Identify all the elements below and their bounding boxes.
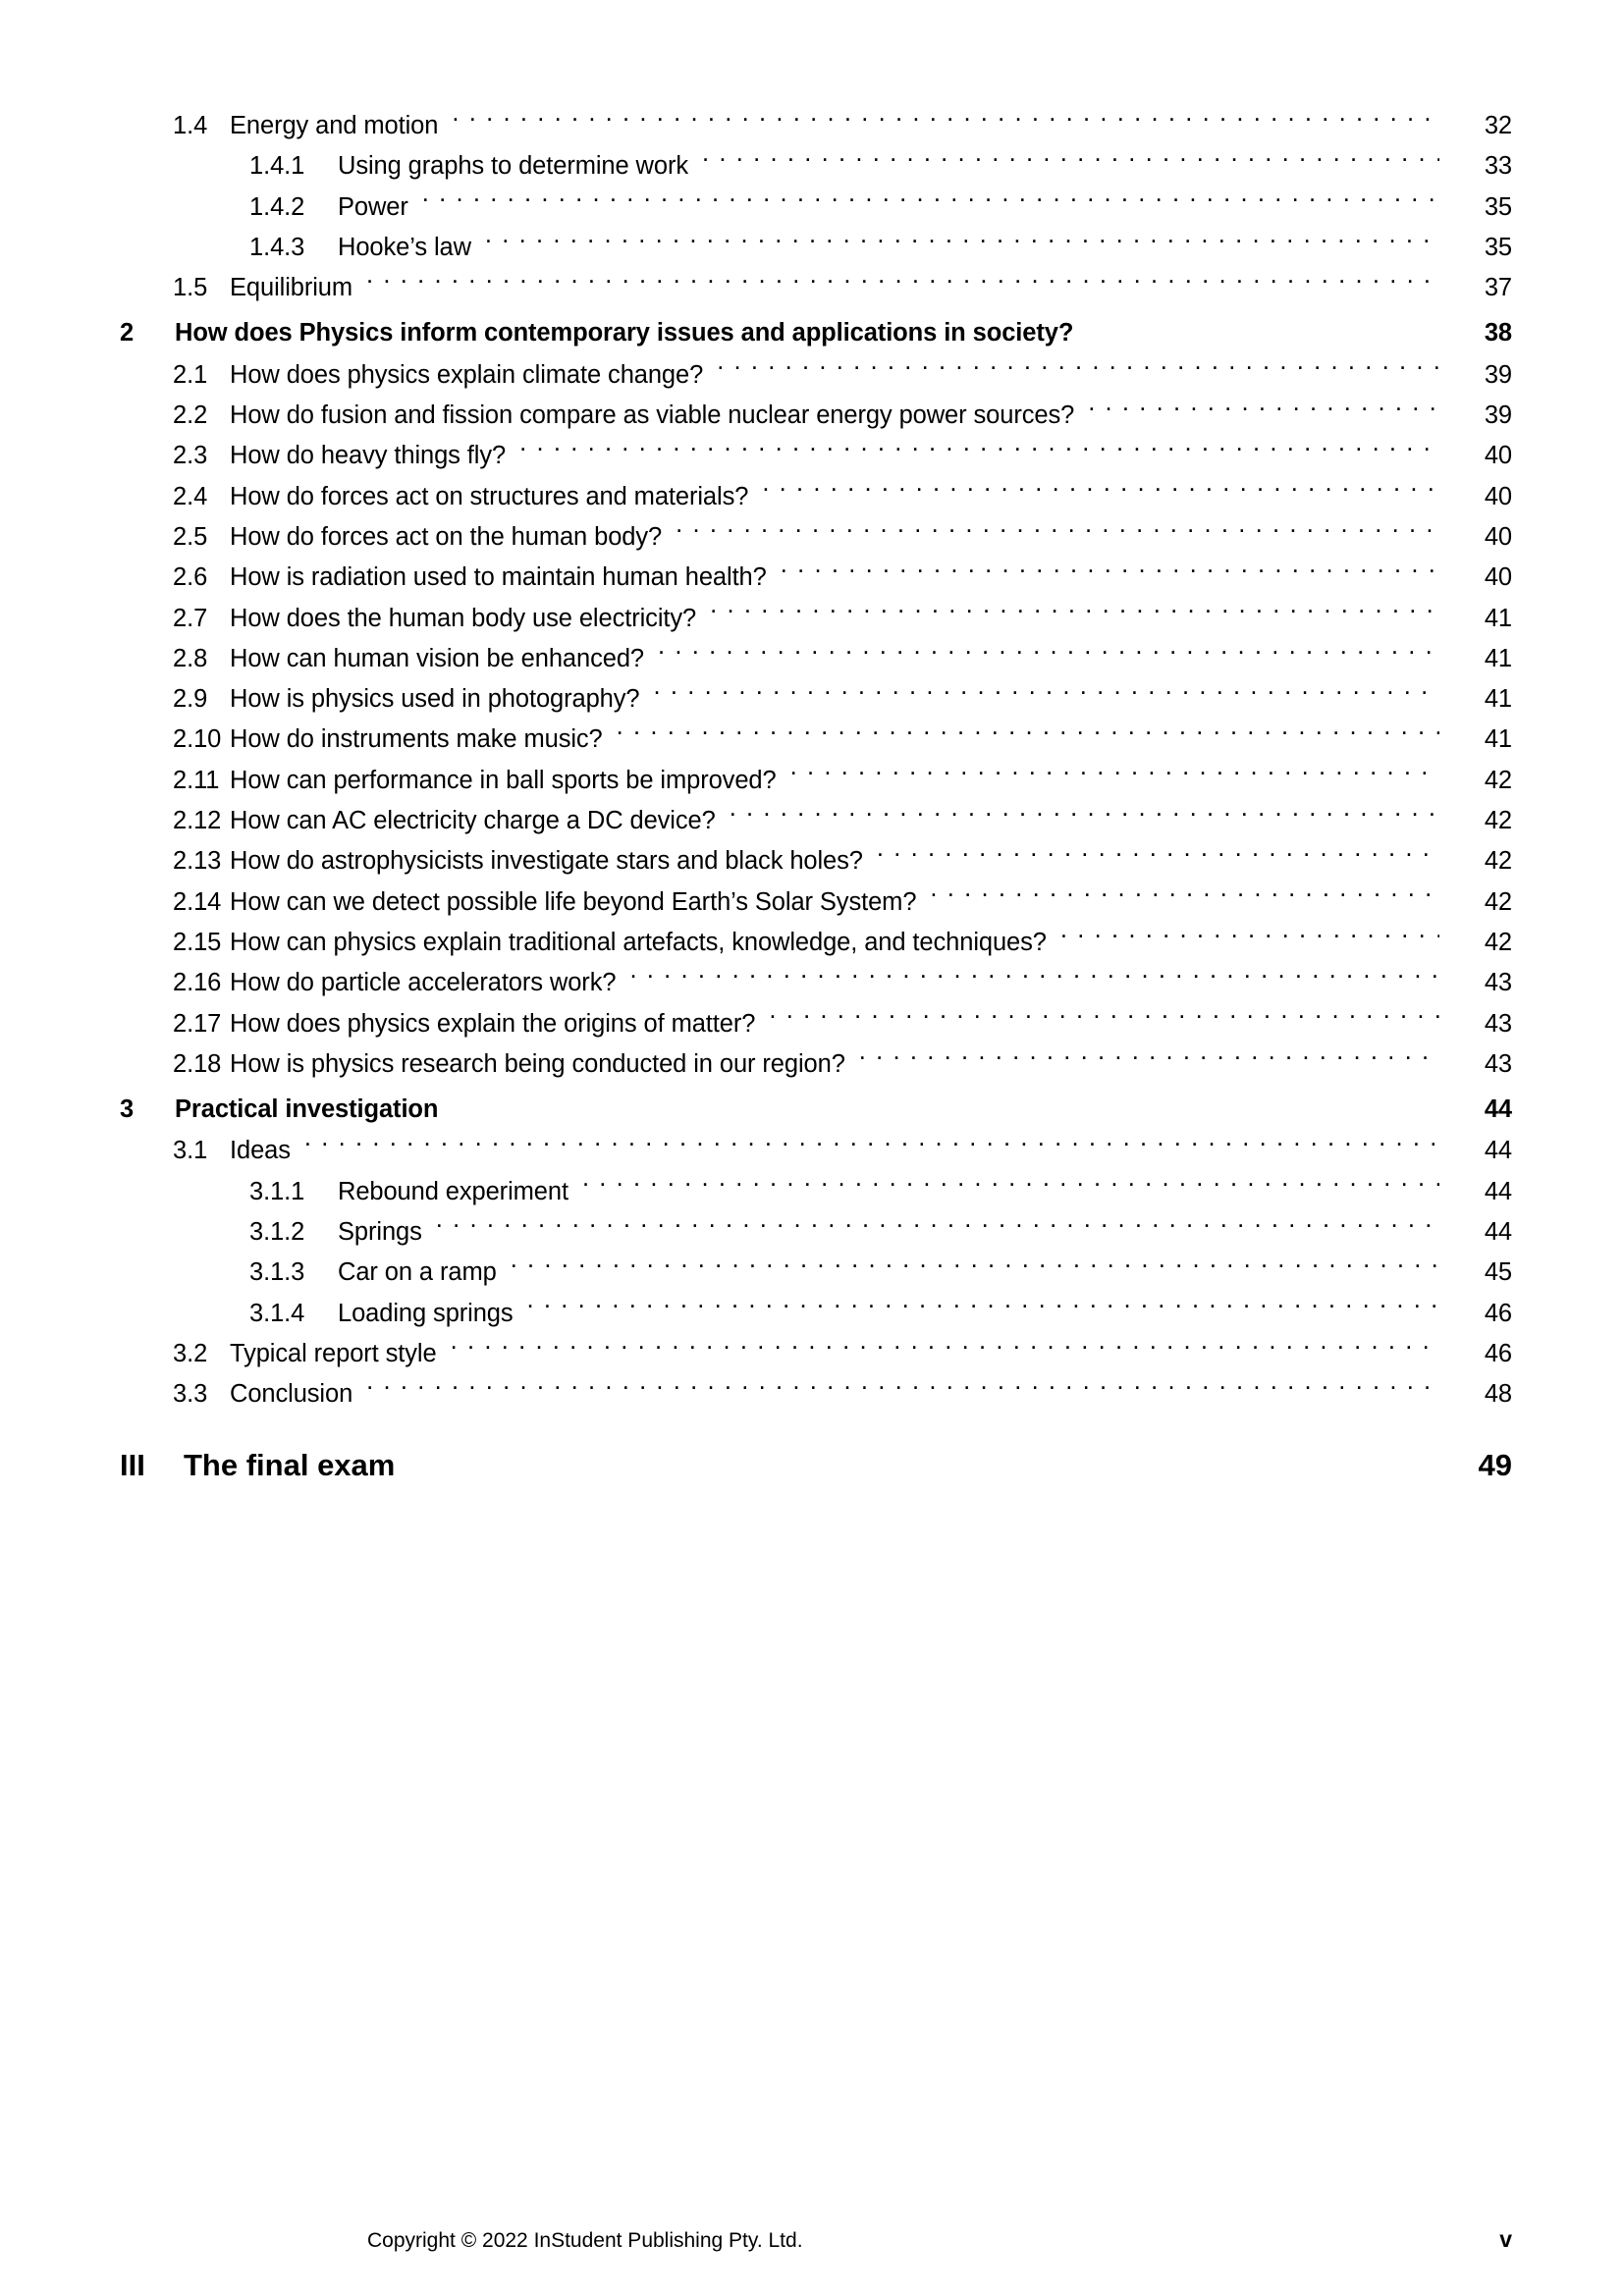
toc-entry-title: How can physics explain traditional artefacts, knowledge, and techniques?	[230, 928, 1047, 956]
toc-dot-leader	[702, 149, 1439, 175]
toc-entry-2-1[interactable]	[120, 355, 1512, 396]
toc-part-number: III	[120, 1447, 145, 1482]
toc-entry-1-4-2[interactable]	[120, 187, 1512, 228]
toc-entry-title: How can we detect possible life beyond Earth’s Solar System?	[230, 887, 917, 916]
toc-part-entry[interactable]	[120, 1445, 1512, 1485]
toc-entry-3-2[interactable]	[120, 1334, 1512, 1374]
toc-entry-page-number: 32	[1484, 112, 1512, 139]
toc-entry-number: 2.7	[173, 604, 208, 632]
toc-entry-title: How do instruments make music?	[230, 725, 603, 754]
toc-entry-number: 3.1.1	[249, 1177, 305, 1205]
toc-entry-2-6[interactable]	[120, 558, 1512, 598]
toc-entry-page-number: 44	[1484, 1218, 1512, 1247]
toc-entry-title: Energy and motion	[230, 112, 439, 139]
toc-entry-page-number: 44	[1484, 1137, 1512, 1165]
toc-dot-leader	[582, 1174, 1439, 1200]
toc-dot-leader	[710, 601, 1439, 626]
toc-entry-number: 1.4.3	[249, 233, 305, 261]
toc-entry-number: 2.11	[173, 766, 220, 794]
toc-dot-leader	[762, 479, 1439, 505]
toc-entry-number: 2.8	[173, 644, 208, 672]
toc-entry-page-number: 43	[1484, 969, 1512, 997]
toc-entry-page-number: 37	[1484, 274, 1512, 302]
toc-dot-leader	[452, 109, 1439, 134]
toc-entry-2-10[interactable]	[120, 720, 1512, 760]
toc-entry-2-3[interactable]	[120, 436, 1512, 476]
toc-entry-2-4[interactable]	[120, 477, 1512, 517]
toc-dot-leader	[485, 230, 1439, 255]
toc-dot-leader	[366, 271, 1439, 296]
toc-entry-page-number: 33	[1484, 152, 1512, 181]
toc-entry-3-1-3[interactable]	[120, 1253, 1512, 1293]
toc-entry-3-1-2[interactable]	[120, 1212, 1512, 1253]
toc-entry-3-1-1[interactable]	[120, 1172, 1512, 1212]
toc-entry-title: Using graphs to determine work	[338, 152, 689, 181]
toc-entry-number: 2.9	[173, 685, 208, 714]
toc-entry-number: 2.6	[173, 563, 208, 592]
toc-entry-number: 3.1	[173, 1137, 208, 1165]
toc-entry-page-number: 42	[1484, 766, 1512, 794]
toc-entry-title: Typical report style	[230, 1339, 437, 1367]
toc-entry-title: How do forces act on structures and materials?	[230, 482, 749, 510]
toc-entry-page-number: 40	[1484, 442, 1512, 470]
toc-entry-number: 2.12	[173, 807, 222, 835]
toc-entry-title: How does Physics inform contemporary issues and applications in society?	[175, 319, 1074, 347]
toc-entry-page-number: 45	[1484, 1258, 1512, 1287]
toc-entry-2-11[interactable]	[120, 761, 1512, 801]
toc-entry-title: How do particle accelerators work?	[230, 969, 617, 997]
toc-dot-leader	[451, 1336, 1439, 1362]
toc-dot-leader	[511, 1255, 1439, 1281]
toc-entry-title: Car on a ramp	[338, 1258, 497, 1287]
toc-entry-page-number: 48	[1484, 1380, 1512, 1409]
toc-dot-leader	[877, 844, 1439, 870]
toc-entry-title: Rebound experiment	[338, 1177, 568, 1205]
toc-dot-leader	[769, 1006, 1439, 1032]
toc-entry-number: 3.1.2	[249, 1218, 305, 1247]
toc-entry-2-13[interactable]	[120, 841, 1512, 881]
toc-dot-leader	[422, 189, 1439, 215]
toc-entry-3-1[interactable]	[120, 1131, 1512, 1171]
toc-entry-1-5[interactable]	[120, 268, 1512, 308]
toc-dot-leader	[1060, 925, 1439, 950]
toc-entry-title: How do forces act on the human body?	[230, 522, 663, 551]
toc-entry-2-18[interactable]	[120, 1044, 1512, 1085]
toc-entry-page-number: 44	[1484, 1095, 1512, 1124]
toc-entry-page-number: 38	[1484, 319, 1512, 347]
toc-entry-number: 2.17	[173, 1009, 222, 1038]
toc-entry-page-number: 41	[1484, 725, 1512, 754]
toc-entry-title: How do fusion and fission compare as viable nuclear energy power sources?	[230, 401, 1075, 430]
copyright-notice: Copyright © 2022 InStudent Publishing Pty. Ltd.	[367, 2229, 803, 2252]
toc-part-title: The final exam	[184, 1447, 396, 1482]
toc-dot-leader	[1075, 316, 1439, 342]
toc-entry-page-number: 42	[1484, 807, 1512, 835]
toc-dot-leader	[676, 519, 1439, 545]
toc-entry-title: How do heavy things fly?	[230, 442, 507, 470]
toc-entry-number: 2.18	[173, 1049, 222, 1078]
toc-dot-leader	[440, 1093, 1439, 1118]
toc-entry-2-8[interactable]	[120, 639, 1512, 679]
toc-entry-number: 2.16	[173, 969, 222, 997]
toc-entry-page-number: 40	[1484, 563, 1512, 592]
toc-entry-page-number: 42	[1484, 928, 1512, 956]
toc-entry-number: 1.5	[173, 274, 208, 302]
toc-entry-page-number: 39	[1484, 360, 1512, 389]
toc-entry-title: How does the human body use electricity?	[230, 604, 697, 632]
toc-entry-title: Conclusion	[230, 1380, 353, 1409]
toc-entry-2-12[interactable]	[120, 801, 1512, 841]
toc-entry-3[interactable]	[120, 1090, 1512, 1130]
toc-entry-title: Hooke’s law	[338, 233, 471, 261]
toc-dot-leader	[654, 682, 1440, 708]
toc-dot-leader	[617, 722, 1439, 748]
toc-entry-title: How can performance in ball sports be improved?	[230, 766, 777, 794]
toc-entry-page-number: 40	[1484, 522, 1512, 551]
toc-entry-1-4-1[interactable]	[120, 146, 1512, 187]
toc-entry-2-14[interactable]	[120, 882, 1512, 923]
toc-entry-title: How does physics explain climate change?	[230, 360, 704, 389]
toc-entry-2-16[interactable]	[120, 963, 1512, 1003]
toc-entry-title: How is physics used in photography?	[230, 685, 640, 714]
toc-entry-2[interactable]	[120, 313, 1512, 353]
toc-dot-leader	[859, 1046, 1439, 1072]
toc-entry-page-number: 42	[1484, 887, 1512, 916]
toc-dot-leader	[930, 884, 1439, 910]
toc-dot-leader	[781, 561, 1439, 586]
toc-dot-leader	[527, 1296, 1439, 1321]
toc-entry-title: Power	[338, 192, 408, 221]
toc-entry-1-4[interactable]	[120, 106, 1512, 146]
toc-dot-leader	[436, 1215, 1439, 1241]
toc-entry-title: How is radiation used to maintain human health?	[230, 563, 767, 592]
toc-entry-1-4-3[interactable]	[120, 228, 1512, 268]
toc-entry-number: 2.1	[173, 360, 208, 389]
toc-dot-leader	[717, 357, 1439, 383]
toc-dot-leader	[658, 641, 1439, 667]
toc-entry-page-number: 44	[1484, 1177, 1512, 1205]
toc-entry-page-number: 46	[1484, 1299, 1512, 1327]
toc-entry-number: 2	[120, 319, 135, 347]
toc-entry-number: 1.4	[173, 112, 208, 139]
toc-entry-number: 2.15	[173, 928, 222, 956]
toc-entry-page-number: 40	[1484, 482, 1512, 510]
toc-entry-title: How do astrophysicists investigate stars and black holes?	[230, 847, 863, 876]
toc-entry-number: 2.4	[173, 482, 208, 510]
page-footer	[120, 2226, 1512, 2253]
toc-entry-page-number: 43	[1484, 1049, 1512, 1078]
toc-entry-title: How is physics research being conducted in our region?	[230, 1049, 845, 1078]
toc-entry-2-5[interactable]	[120, 517, 1512, 558]
toc-dot-leader	[629, 966, 1439, 991]
toc-entry-number: 3.1.4	[249, 1299, 305, 1327]
toc-entry-title: How can human vision be enhanced?	[230, 644, 644, 672]
toc-entry-number: 2.10	[173, 725, 222, 754]
toc-dot-leader	[730, 804, 1439, 829]
toc-entry-page-number: 35	[1484, 192, 1512, 221]
toc-part-page-number: 49	[1478, 1447, 1512, 1482]
toc-entry-2-9[interactable]	[120, 679, 1512, 720]
toc-entry-number: 2.3	[173, 442, 208, 470]
toc-entry-2-15[interactable]	[120, 923, 1512, 963]
toc-entry-page-number: 43	[1484, 1009, 1512, 1038]
toc-dot-leader	[366, 1377, 1439, 1403]
toc-entry-number: 2.13	[173, 847, 222, 876]
toc-list	[120, 106, 1512, 1485]
toc-entry-number: 3.1.3	[249, 1258, 305, 1287]
toc-entry-title: Practical investigation	[175, 1095, 439, 1124]
toc-entry-2-7[interactable]	[120, 599, 1512, 639]
toc-entry-title: Equilibrium	[230, 274, 353, 302]
toc-entry-2-17[interactable]	[120, 1004, 1512, 1044]
toc-entry-page-number: 41	[1484, 604, 1512, 632]
toc-entry-title: How can AC electricity charge a DC device?	[230, 807, 716, 835]
toc-entry-title: How does physics explain the origins of matter?	[230, 1009, 756, 1038]
toc-entry-3-1-4[interactable]	[120, 1294, 1512, 1334]
toc-entry-page-number: 41	[1484, 685, 1512, 714]
toc-entry-page-number: 46	[1484, 1339, 1512, 1367]
toc-entry-page-number: 41	[1484, 644, 1512, 672]
toc-entry-2-2[interactable]	[120, 396, 1512, 436]
toc-entry-title: Loading springs	[338, 1299, 514, 1327]
toc-entry-title: Ideas	[230, 1137, 291, 1165]
toc-entry-number: 3.3	[173, 1380, 208, 1409]
page-number-footer: v	[1499, 2226, 1512, 2252]
toc-entry-number: 1.4.2	[249, 192, 305, 221]
toc-dot-leader	[790, 763, 1439, 788]
toc-entry-number: 1.4.1	[249, 152, 305, 181]
toc-entry-number: 2.5	[173, 522, 208, 551]
toc-entry-number: 2.2	[173, 401, 208, 430]
toc-entry-3-3[interactable]	[120, 1374, 1512, 1415]
toc-entry-number: 3	[120, 1095, 135, 1124]
toc-dot-leader	[519, 439, 1439, 464]
toc-entry-page-number: 42	[1484, 847, 1512, 876]
toc-dot-leader	[304, 1134, 1439, 1159]
toc-entry-page-number: 39	[1484, 401, 1512, 430]
toc-entry-number: 2.14	[173, 887, 222, 916]
toc-entry-page-number: 35	[1484, 233, 1512, 261]
toc-entry-title: Springs	[338, 1218, 422, 1247]
toc-dot-leader	[1088, 399, 1439, 424]
toc-entry-number: 3.2	[173, 1339, 208, 1367]
